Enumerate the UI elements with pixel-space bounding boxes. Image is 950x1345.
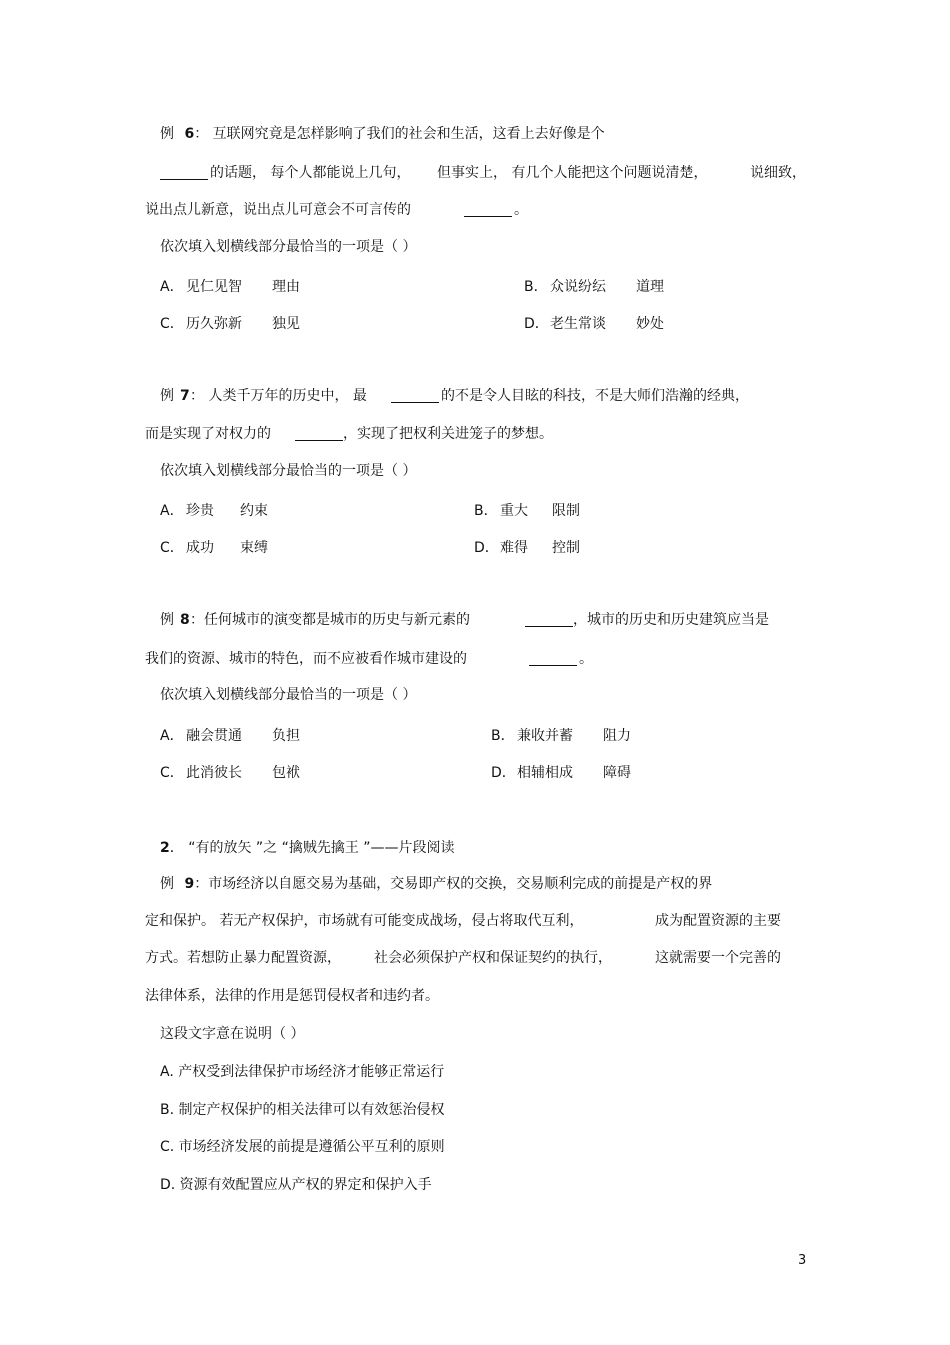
option-word: 道理 xyxy=(636,279,664,295)
option-word: 控制 xyxy=(552,540,580,556)
option-word: 难得 xyxy=(500,540,528,556)
example-text: 。 xyxy=(514,202,528,218)
example-7-line-1 xyxy=(160,386,800,406)
option-word: 成功 xyxy=(186,540,214,556)
option-letter: C． xyxy=(160,765,184,781)
fill-blank xyxy=(391,388,439,403)
page-number: 3 xyxy=(798,1253,807,1268)
option-word: 负担 xyxy=(272,728,300,744)
option-a[interactable]: A. 产权受到法律保护市场经济才能够正常运行 xyxy=(160,1064,445,1080)
example-text: 。 xyxy=(579,651,593,667)
example-number: 7 xyxy=(180,388,190,404)
option-word: 老生常谈 xyxy=(550,316,606,332)
option-letter: B． xyxy=(474,503,498,519)
option-letter: D． xyxy=(524,316,549,332)
example-9-line-1 xyxy=(160,874,712,894)
option-c[interactable] xyxy=(160,763,440,783)
option-word: 理由 xyxy=(272,279,300,295)
fill-blank xyxy=(529,651,577,666)
option-word: 历久弥新 xyxy=(186,316,242,332)
example-8-line-2 xyxy=(145,649,645,669)
option-c[interactable]: C. 市场经济发展的前提是遵循公平互利的原则 xyxy=(160,1139,445,1155)
example-text: 方式。若想防止暴力配置资源， xyxy=(145,950,341,966)
example-number: 9 xyxy=(184,876,195,892)
question-prompt: 这段文字意在说明（ ） xyxy=(160,1026,305,1042)
example-text: 我们的资源、城市的特色，而不应被看作城市建设的 xyxy=(145,651,467,667)
section-heading xyxy=(160,838,455,858)
option-word: 束缚 xyxy=(240,540,268,556)
question-prompt: 依次填入划横线部分最恰当的一项是（ ） xyxy=(160,687,417,703)
example-number: 8 xyxy=(180,612,190,628)
example-text: 社会必须保护产权和保证契约的执行， xyxy=(374,950,612,966)
example-text: 定和保护。 若无产权保护，市场就有可能变成战场，侵占将取代互利， xyxy=(145,913,584,929)
option-d[interactable] xyxy=(524,314,824,334)
option-letter: A． xyxy=(160,503,184,519)
question-prompt: 依次填入划横线部分最恰当的一项是（ ） xyxy=(160,239,417,255)
option-letter: B． xyxy=(491,728,515,744)
option-b[interactable] xyxy=(524,277,824,297)
section-number: 2 xyxy=(160,840,170,856)
option-word: 众说纷纭 xyxy=(550,279,606,295)
example-label: 例 xyxy=(160,388,174,404)
fill-blank xyxy=(464,202,512,217)
example-text: ，城市的历史和历史建筑应当是 xyxy=(573,612,769,628)
fill-blank xyxy=(525,612,573,627)
example-label: 例 xyxy=(160,126,174,142)
option-letter: A． xyxy=(160,279,184,295)
option-word: 包袱 xyxy=(272,765,300,781)
option-word: 阻力 xyxy=(603,728,631,744)
option-b[interactable] xyxy=(491,726,771,746)
example-label: 例 xyxy=(160,876,174,892)
example-text: ：任何城市的演变都是城市的历史与新元素的 xyxy=(190,612,470,628)
option-c[interactable] xyxy=(160,538,420,558)
option-word: 此消彼长 xyxy=(186,765,242,781)
option-word: 独见 xyxy=(272,316,300,332)
example-text: 的话题， 每个人都能说上几句， xyxy=(210,165,411,181)
option-word: 兼收并蓄 xyxy=(517,728,573,744)
option-word: 障碍 xyxy=(603,765,631,781)
option-b[interactable]: B. 制定产权保护的相关法律可以有效惩治侵权 xyxy=(160,1102,445,1118)
option-letter: C． xyxy=(160,540,184,556)
example-text: ，实现了把权利关进笼子的梦想。 xyxy=(343,426,553,442)
example-text: 说细致， xyxy=(750,165,806,181)
example-9-line-3 xyxy=(145,948,805,968)
example-label: 例 xyxy=(160,612,174,628)
option-letter: D． xyxy=(491,765,516,781)
option-letter: D． xyxy=(474,540,499,556)
example-8-line-1 xyxy=(160,610,800,630)
example-6-line-1 xyxy=(160,124,605,144)
example-9-line-4: 法律体系，法律的作用是惩罚侵权者和违约者。 xyxy=(145,988,439,1004)
example-text: ： 互联网究竟是怎样影响了我们的社会和生活，这看上去好像是个 xyxy=(194,126,605,142)
example-text: 而是实现了对权力的 xyxy=(145,426,271,442)
example-text: ：市场经济以自愿交易为基础，交易即产权的交换，交易顺利完成的前提是产权的界 xyxy=(194,876,713,892)
example-7-line-2 xyxy=(145,424,645,444)
example-text: ： 人类千万年的历史中， 最 xyxy=(190,388,367,404)
section-title: ． “有的放矢 ”之 “擒贼先擒王 ”——片段阅读 xyxy=(169,840,455,856)
fill-blank xyxy=(160,165,208,180)
example-text: 这就需要一个完善的 xyxy=(655,950,781,966)
fill-blank xyxy=(295,426,343,441)
example-6-line-2 xyxy=(160,163,810,183)
option-word: 妙处 xyxy=(636,316,664,332)
option-letter: A． xyxy=(160,728,184,744)
example-6-line-3 xyxy=(145,200,645,220)
question-prompt: 依次填入划横线部分最恰当的一项是（ ） xyxy=(160,463,417,479)
example-text: 说出点儿新意，说出点儿可意会不可言传的 xyxy=(145,202,411,218)
option-word: 约束 xyxy=(240,503,268,519)
example-text: 的不是令人目眩的科技，不是大师们浩瀚的经典， xyxy=(441,388,749,404)
option-word: 见仁见智 xyxy=(186,279,242,295)
option-word: 相辅相成 xyxy=(517,765,573,781)
option-d[interactable] xyxy=(474,538,734,558)
example-number: 6 xyxy=(184,126,195,142)
example-text: 成为配置资源的主要 xyxy=(655,913,781,929)
option-a[interactable] xyxy=(160,501,420,521)
example-text: 但事实上， 有几个人能把这个问题说清楚， xyxy=(437,165,708,181)
option-word: 珍贵 xyxy=(186,503,214,519)
option-letter: C． xyxy=(160,316,184,332)
option-d[interactable]: D. 资源有效配置应从产权的界定和保护入手 xyxy=(160,1177,432,1193)
option-a[interactable] xyxy=(160,277,460,297)
option-b[interactable] xyxy=(474,501,734,521)
option-a[interactable] xyxy=(160,726,440,746)
example-9-line-2 xyxy=(145,911,805,931)
option-letter: B． xyxy=(524,279,548,295)
option-word: 限制 xyxy=(552,503,580,519)
option-word: 重大 xyxy=(500,503,528,519)
option-word: 融会贯通 xyxy=(186,728,242,744)
option-c[interactable] xyxy=(160,314,460,334)
option-d[interactable] xyxy=(491,763,771,783)
